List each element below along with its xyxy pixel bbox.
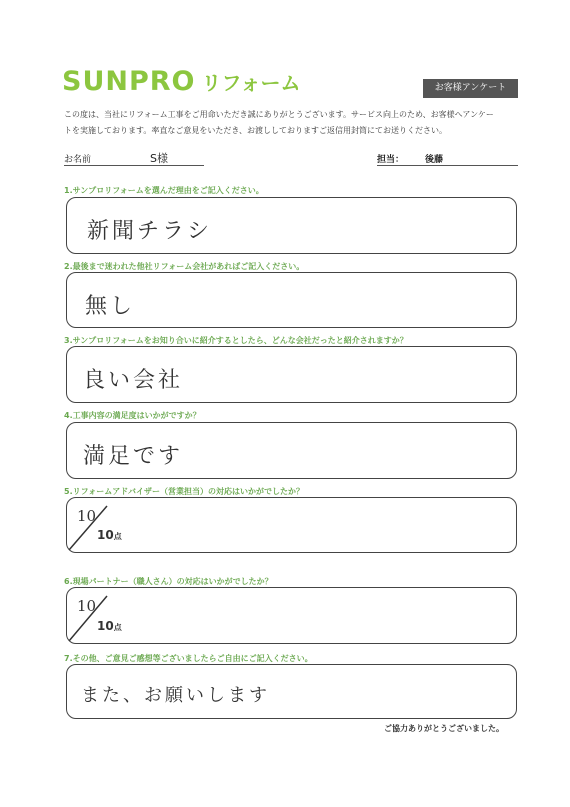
question-3-answer-box <box>66 346 517 403</box>
question-5-label: 5.リフォームアドバイザー（営業担当）の対応はいかがでしたか？ <box>64 487 305 496</box>
question-7-answer: また、お願いします <box>81 685 270 706</box>
survey-badge: お客様アンケート <box>423 79 518 98</box>
staff-field <box>377 150 518 166</box>
staff-label: 担当： <box>377 155 405 165</box>
intro-line-1: この度は、当社にリフォーム工事をご用命いただき誠にありがとうございます。サービス向上のため、お客様へアンケー <box>64 110 494 119</box>
score-slash-icon <box>67 588 127 645</box>
intro-line-2: トを実施しております。率直なご意見をいただき、お渡ししておりますご返信用封筒にてお送りください。 <box>64 126 448 135</box>
question-6-total <box>97 619 122 633</box>
question-6-answer-box <box>66 587 517 644</box>
customer-name-label: お名前 <box>64 155 92 165</box>
question-1-answer: 新聞チラシ <box>87 219 213 244</box>
logo-sub-text: リフォーム <box>201 71 301 95</box>
question-6-score: 10 <box>77 597 97 615</box>
question-5-total <box>97 528 122 542</box>
thanks-text: ご協力ありがとうございました。 <box>384 724 504 733</box>
question-5-total-value: 10 <box>97 528 114 542</box>
question-6-label: 6.現場パートナー（職人さん）の対応はいかがでしたか？ <box>64 577 273 586</box>
question-4-answer: 満足です <box>83 444 184 469</box>
question-1-answer-box <box>66 197 517 254</box>
question-4-label: 4.工事内容の満足度はいかがですか？ <box>64 411 201 420</box>
question-1-label: 1.サンプロリフォームを選んだ理由をご記入ください。 <box>64 186 264 195</box>
question-2-answer: 無し <box>85 294 136 319</box>
score-slash-icon <box>67 498 127 554</box>
question-6-total-value: 10 <box>97 619 114 633</box>
sunpro-logo <box>62 66 301 97</box>
logo-main-text: SUNPRO <box>62 66 196 97</box>
question-2-answer-box <box>66 272 517 328</box>
question-5-unit: 点 <box>113 532 122 541</box>
question-7-label: 7.その他、ご意見ご感想等ございましたらご自由にご記入ください。 <box>64 654 313 663</box>
question-7-answer-box <box>66 664 517 719</box>
question-2-label: 2.最後まで迷われた他社リフォーム会社があればご記入ください。 <box>64 262 305 271</box>
staff-value: 後藤 <box>425 155 444 165</box>
question-6-unit: 点 <box>113 623 122 632</box>
question-4-answer-box <box>66 422 517 479</box>
question-5-answer-box <box>66 497 517 553</box>
question-3-answer: 良い会社 <box>83 368 184 393</box>
question-5-score: 10 <box>77 507 97 525</box>
customer-name-field <box>64 150 204 166</box>
question-3-label: 3.サンプロリフォームをお知り合いに紹介するとしたら、どんな会社だったと紹介されますか？ <box>64 336 408 345</box>
customer-name-value: S様 <box>150 152 168 165</box>
intro-text <box>64 107 524 139</box>
